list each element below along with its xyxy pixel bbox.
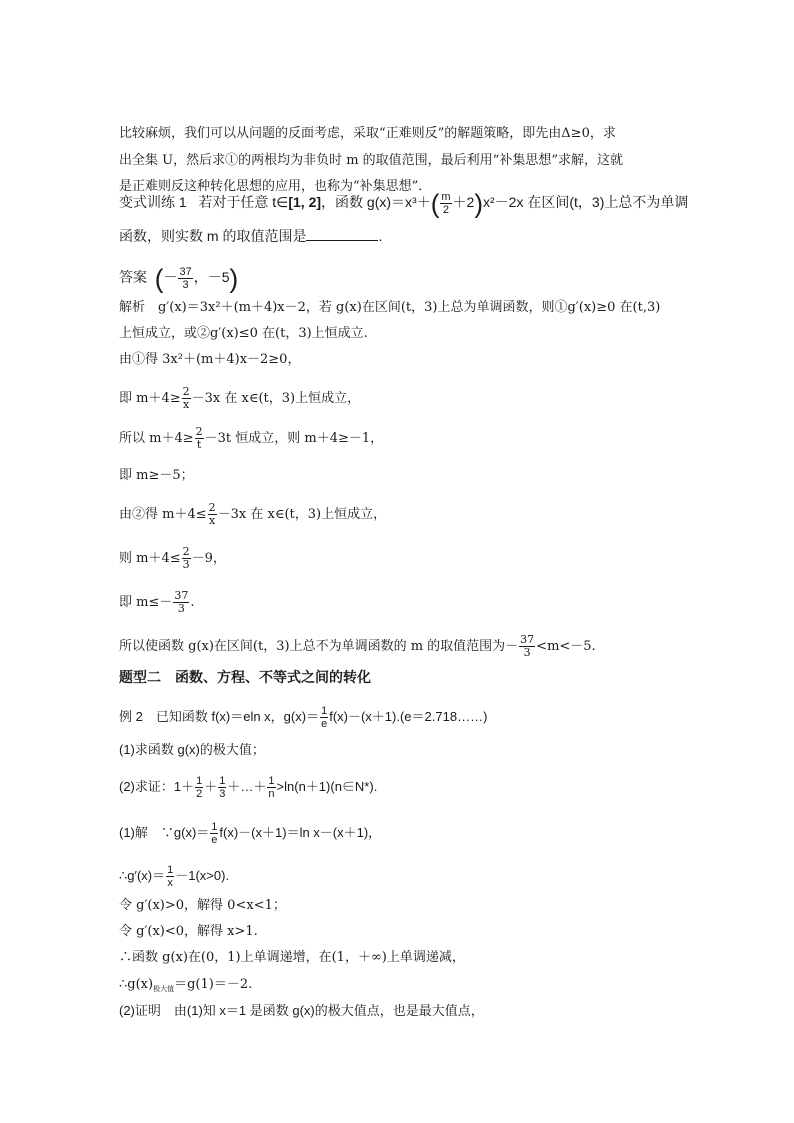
answer-blank: [306, 228, 378, 241]
exercise-text: 函数，则实数 m 的取值范围是: [119, 228, 307, 244]
solution-line-10: 所以使函数 g(x)在区间(t，3)上总不为单调函数的 m 的取值范围为－ $\frac{37}{3}$ <m<－5.: [119, 633, 596, 659]
exercise-text: 若对于任意 t∈: [198, 194, 289, 211]
intro-line-1: 比较麻烦，我们可以从问题的反面考虑，采取“正难则反”的解题策略，即先由Δ≥0，求: [119, 126, 616, 141]
fraction: $\frac{1}{2}$: [196, 775, 203, 800]
example-solution-3: 令 g′(x)>0，解得 0<x<1；: [119, 898, 286, 913]
solution-line-9: 即 m≤－ $\frac{37}{3}$ .: [119, 589, 195, 615]
fraction: $\frac{37}{3}$: [179, 266, 192, 291]
solution-line-4: 即 m＋4≥ $\frac{2}{x}$ －3x 在 x∈(t，3)上恒成立，: [119, 385, 361, 411]
exercise-interval: [1, 2]: [288, 194, 322, 211]
intro-line-3: 是正难则反这种转化思想的应用，也称为“补集思想”．: [119, 179, 432, 194]
example-solution-1: (1)解 ∵g(x)＝ $\frac{1}{e}$ f(x)－(x＋1)＝ln x－(x＋1)，: [119, 821, 382, 846]
solution-line-6: 即 m≥－5；: [119, 468, 194, 483]
exercise-text: x²－2x 在区间(t，3)上总不为单调: [483, 194, 689, 211]
fraction: $\frac{1}{x}$: [167, 864, 174, 889]
exercise-line-1: 变式训练 1 若对于任意 t∈[1, 2]，函数 g(x)＝x³＋( $\frac{m}{2}$ ＋2)x²－2x 在区间(t，3)上总不为单调: [119, 188, 689, 219]
fraction: $\frac{1}{3}$: [219, 775, 226, 800]
solution-line-8: 则 m＋4≤ $\frac{2}{3}$ －9，: [119, 545, 226, 571]
solution-line-3: 由①得 3x²＋(m＋4)x－2≥0，: [119, 352, 301, 367]
fraction: $\frac{2}{3}$: [182, 545, 190, 571]
exercise-text: ＋2: [452, 194, 475, 211]
example-solution-2: ∴g′(x)＝ $\frac{1}{x}$ －1(x>0).: [119, 864, 230, 889]
fraction: $\frac{37}{3}$: [174, 589, 189, 615]
section-title: 题型二 函数、方程、不等式之间的转化: [119, 669, 371, 685]
answer-text: ，－5: [193, 269, 230, 286]
answer-line: 答案 (－ $\frac{37}{3}$ ，－5): [119, 263, 239, 294]
example-question-2: (2)求证：1＋ $\frac{1}{2}$ ＋ $\frac{1}{3}$ ＋…＋ $\frac{1}{n}$ >ln(n＋1)(n∈N*).: [119, 775, 378, 800]
fraction: $\frac{1}{e}$: [321, 705, 328, 730]
example-solution-6: $\therefore g(x)_{极大值}=g(1)=-2$.: [119, 977, 253, 993]
solution-line-2: 上恒成立，或②g′(x)≤0 在(t，3)上恒成立.: [119, 326, 368, 341]
example-solution-7: (2)证明 由(1)知 x＝1 是函数 g(x)的极大值点，也是最大值点，: [119, 1003, 484, 1018]
fraction: $\frac{1}{e}$: [211, 821, 218, 846]
exercise-line-2: 函数，则实数 m 的取值范围是 .: [119, 228, 383, 244]
subscript: 极大值: [153, 985, 175, 993]
fraction: $\frac{37}{3}$: [520, 633, 535, 659]
example-line-1: 例 2 已知函数 f(x)＝eln x，g(x)＝ $\frac{1}{e}$ f(x)－(x＋1).(e＝2.718……): [119, 705, 488, 730]
exercise-heading: 变式训练 1: [119, 194, 187, 211]
intro-line-2: 出全集 U，然后求①的两根均为非负时 m 的取值范围，最后利用“补集思想”求解，这就: [119, 153, 623, 168]
solution-line-1: 解析 g′(x)＝3x²＋(m＋4)x－2，若 g(x)在区间(t，3)上总为单调函数，则①g′(x)≥0 在(t,3): [119, 300, 661, 315]
fraction: $\frac{2}{x}$: [182, 385, 190, 411]
example-question-1: (1)求函数 g(x)的极大值；: [119, 742, 265, 757]
fraction: $\frac{m}{2}$: [441, 191, 451, 216]
fraction: $\frac{2}{x}$: [208, 501, 216, 527]
solution-line-7: 由②得 m＋4≤ $\frac{2}{x}$ －3x 在 x∈(t，3)上恒成立，: [119, 501, 387, 527]
example-solution-5: ∴函数 g(x)在(0，1)上单调递增，在(1，＋∞)上单调递减，: [119, 950, 465, 965]
example-solution-4: 令 g′(x)<0，解得 x>1.: [119, 924, 258, 939]
exercise-text: ，函数 g(x)＝x³＋: [321, 194, 431, 211]
fraction: $\frac{1}{n}$: [268, 775, 275, 800]
solution-line-5: 所以 m＋4≥ $\frac{2}{t}$ －3t 恒成立，则 m＋4≥－1，: [119, 425, 384, 451]
answer-label: 答案: [119, 269, 147, 286]
fraction: $\frac{2}{t}$: [195, 425, 203, 451]
